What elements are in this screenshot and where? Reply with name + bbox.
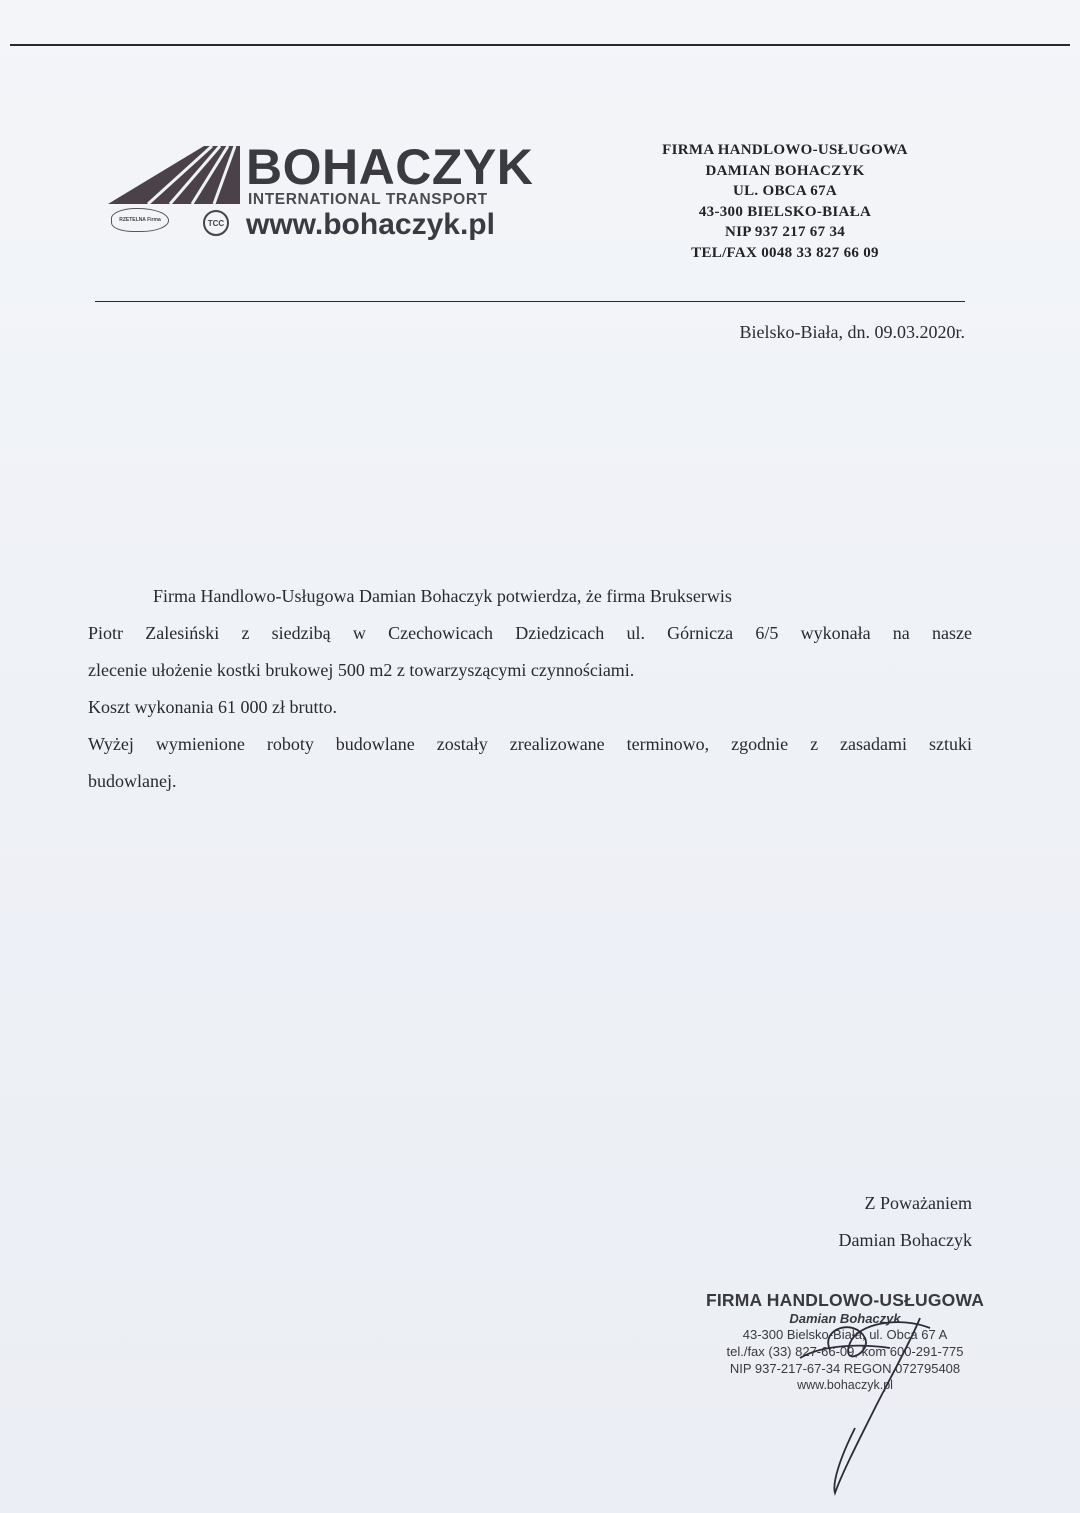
top-rule	[10, 44, 1070, 46]
stamp-line: www.bohaczyk.pl	[797, 1378, 893, 1392]
stamp-line: tel./fax (33) 827-66-09, kom 600-291-775	[726, 1344, 964, 1359]
company-line: FIRMA HANDLOWO-USŁUGOWA	[662, 142, 908, 158]
company-line: DAMIAN BOHACZYK	[705, 162, 865, 179]
company-line: TEL/FAX 0048 33 827 66 09	[691, 244, 879, 261]
logo-stripes-icon	[108, 146, 240, 204]
company-line: NIP 937 217 67 34	[724, 224, 846, 240]
body-line: Koszt wykonania 61 000 zł brutto.	[88, 697, 337, 717]
letter-body	[88, 578, 972, 800]
letter-date: Bielsko-Biała, dn. 09.03.2020r.	[739, 322, 965, 342]
company-line: 43-300 BIELSKO-BIAŁA	[698, 203, 872, 220]
company-logo	[108, 140, 538, 250]
logo-subtitle: INTERNATIONAL TRANSPORT	[248, 191, 488, 208]
body-line: Firma Handlowo-Usługowa Damian Bohaczyk potwierdza, że firma Brukserwis	[153, 586, 732, 606]
header-rule	[95, 301, 965, 302]
logo-url: www.bohaczyk.pl	[246, 208, 495, 241]
body-line: zlecenie ułożenie kostki brukowej 500 m2 z towarzyszącymi czynnościami.	[88, 660, 635, 680]
stamp-line: Damian Bohaczyk	[789, 1311, 901, 1326]
stamp-line: 43-300 Bielsko-Biała, ul. Obca 67 A	[742, 1327, 948, 1342]
logo-brand: BOHACZYK	[246, 139, 534, 195]
rzetelna-badge-icon: RZETELNA Firma	[111, 208, 169, 232]
company-line: UL. OBCA 67A	[732, 183, 838, 199]
company-header	[620, 140, 950, 263]
stamp-line: NIP 937-217-67-34 REGON 072795408	[729, 1361, 961, 1376]
body-line: Piotr Zalesiński z siedzibą w Czechowicach Dziedzicach ul. Górnicza 6/5 wykonała na nasze	[88, 623, 972, 643]
closing-greeting: Z Poważaniem	[864, 1193, 972, 1213]
body-line: Wyżej wymienione roboty budowlane zostały zrealizowane terminowo, zgodnie z zasadami sztuki	[88, 734, 972, 754]
tcc-badge-icon: TCC	[203, 210, 229, 236]
handwritten-signature-icon	[760, 1298, 960, 1498]
body-line: budowlanej.	[88, 771, 177, 791]
closing-name: Damian Bohaczyk	[838, 1230, 972, 1250]
stamp-line: FIRMA HANDLOWO-USŁUGOWA	[705, 1290, 985, 1310]
letter-closing	[839, 1185, 972, 1259]
